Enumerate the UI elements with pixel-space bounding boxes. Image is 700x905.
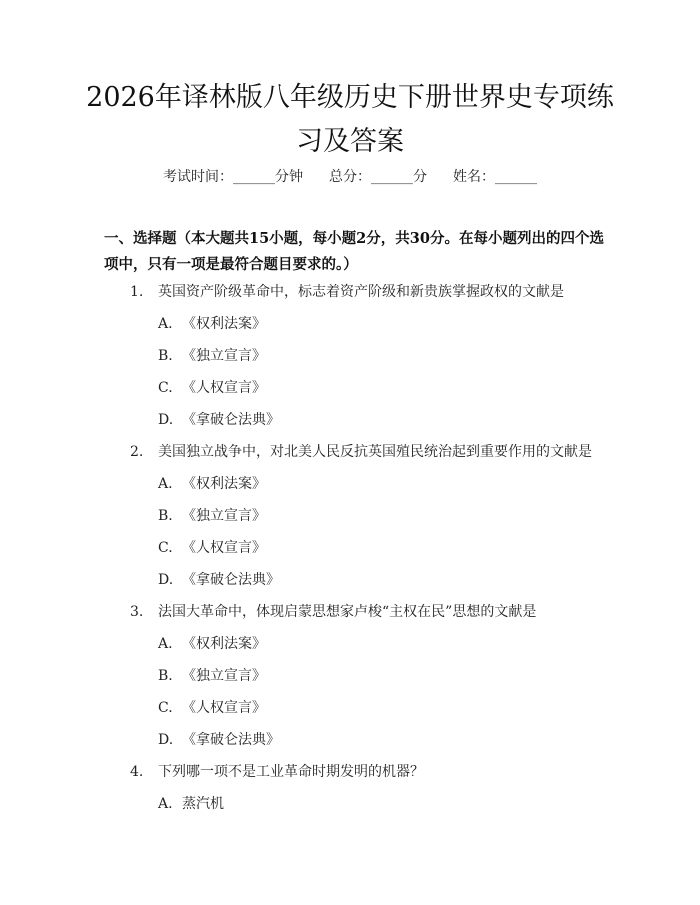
option-letter: A. xyxy=(158,476,173,492)
option-letter: B. xyxy=(158,508,173,524)
option-letter: B. xyxy=(158,668,173,684)
option-3b xyxy=(158,666,266,686)
section-heading: 一、选择题（本大题共15小题，每小题2分，共30分。在每小题列出的四个选项中，只有一项是最符合题目要求的。） xyxy=(104,230,604,273)
question-text: 美国独立战争中，对北美人民反抗英国殖民统治起到重要作用的文献是 xyxy=(158,444,592,460)
option-4a xyxy=(158,794,224,814)
question-text: 下列哪一项不是工业革命时期发明的机器？ xyxy=(158,764,424,780)
option-letter: C. xyxy=(158,700,173,716)
exam-time-field: 考试时间：______分钟 xyxy=(163,169,303,185)
option-letter: B. xyxy=(158,348,173,364)
question-1 xyxy=(130,282,564,302)
option-2c xyxy=(158,538,266,558)
option-2b xyxy=(158,506,266,526)
option-text: 《权利法案》 xyxy=(182,636,266,652)
option-1d xyxy=(158,410,280,430)
option-text: 《独立宣言》 xyxy=(182,668,266,684)
option-letter: C. xyxy=(158,540,173,556)
question-number: 2. xyxy=(130,444,144,460)
question-text: 英国资产阶级革命中，标志着资产阶级和新贵族掌握政权的文献是 xyxy=(158,284,564,300)
option-text: 《人权宣言》 xyxy=(182,700,266,716)
option-letter: A. xyxy=(158,316,173,332)
option-2d xyxy=(158,570,280,590)
option-text: 《权利法案》 xyxy=(182,316,266,332)
question-2 xyxy=(130,442,592,462)
option-text: 《独立宣言》 xyxy=(182,508,266,524)
option-letter: D. xyxy=(158,572,174,588)
question-text: 法国大革命中，体现启蒙思想家卢梭“主权在民”思想的文献是 xyxy=(158,604,537,620)
question-number: 1. xyxy=(130,284,144,300)
option-letter: A. xyxy=(158,636,173,652)
total-score-field: 总分：______分 xyxy=(329,169,427,185)
option-text: 《人权宣言》 xyxy=(182,380,266,396)
option-text: 《拿破仑法典》 xyxy=(182,572,280,588)
option-letter: C. xyxy=(158,380,173,396)
option-text: 《人权宣言》 xyxy=(182,540,266,556)
option-text: 《权利法案》 xyxy=(182,476,266,492)
option-1b xyxy=(158,346,266,366)
option-2a xyxy=(158,474,266,494)
option-1a xyxy=(158,314,266,334)
option-letter: A. xyxy=(158,796,173,812)
option-text: 《拿破仑法典》 xyxy=(182,412,280,428)
option-3c xyxy=(158,698,266,718)
question-number: 3. xyxy=(130,604,144,620)
student-name-field: 姓名：______ xyxy=(453,169,537,185)
option-text: 《拿破仑法典》 xyxy=(182,732,280,748)
option-text: 蒸汽机 xyxy=(182,796,224,812)
option-3d xyxy=(158,730,280,750)
question-4 xyxy=(130,762,424,782)
option-letter: D. xyxy=(158,412,174,428)
option-text: 《独立宣言》 xyxy=(182,348,266,364)
option-letter: D. xyxy=(158,732,174,748)
option-1c xyxy=(158,378,266,398)
option-3a xyxy=(158,634,266,654)
document-title: 2026年译林版八年级历史下册世界史专项练习及答案 xyxy=(86,82,614,157)
exam-info-line xyxy=(0,167,700,187)
question-number: 4. xyxy=(130,764,144,780)
question-3 xyxy=(130,602,536,622)
